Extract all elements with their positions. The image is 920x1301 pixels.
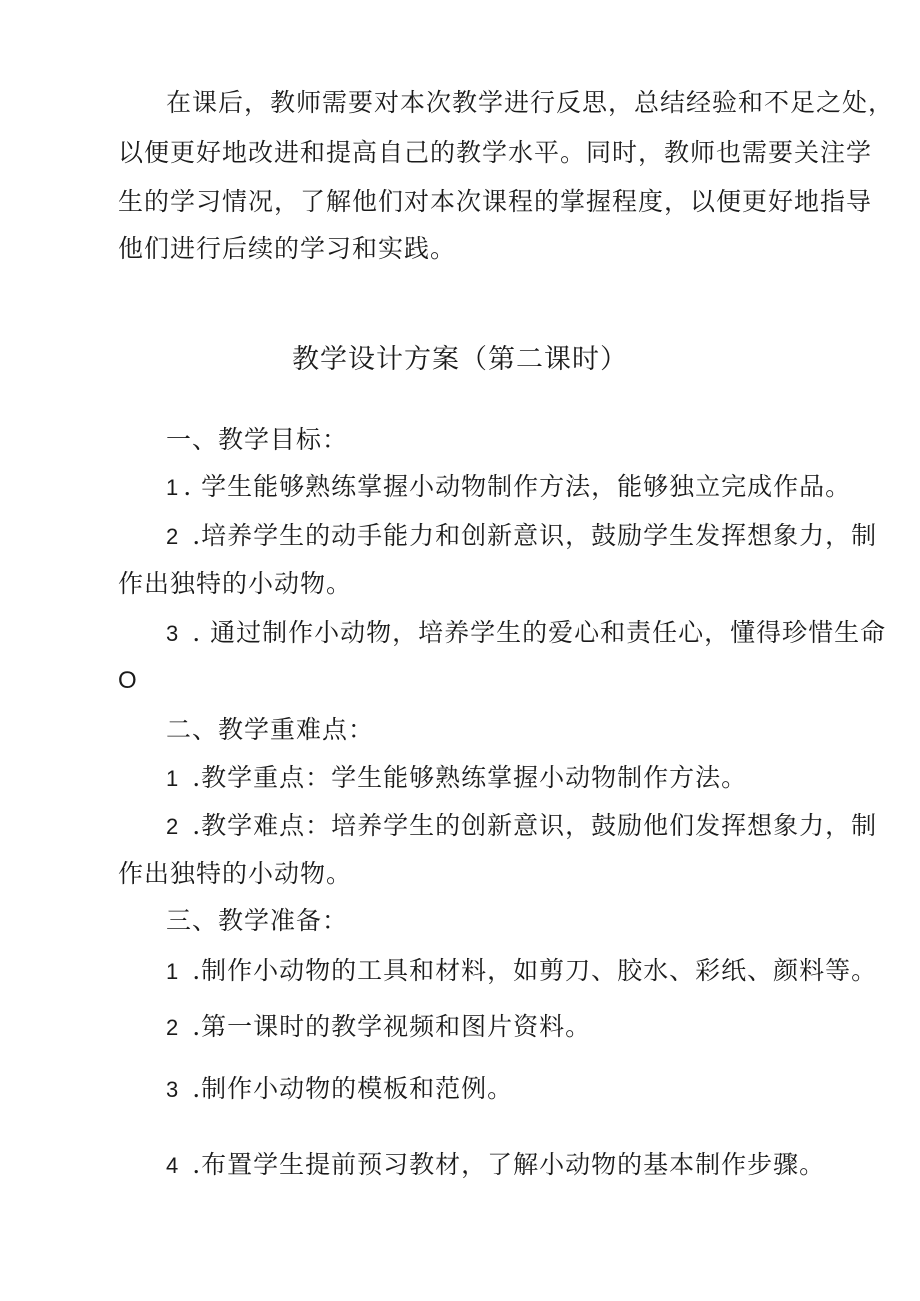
section1-heading: 一、教学目标： bbox=[166, 425, 349, 454]
prep-item-4-text: .布置学生提前预习教材，了解小动物的基本制作步骤。 bbox=[183, 1150, 826, 1179]
keypoint-item-2 bbox=[166, 811, 877, 842]
keypoint-item-2-text: .教学难点：培养学生的创新意识，鼓励他们发挥想象力，制 bbox=[183, 811, 878, 840]
intro-line-2: 以便更好地改进和提高自己的教学水平。同时，教师也需要关注学 bbox=[118, 138, 873, 167]
keypoint-item-1 bbox=[166, 763, 747, 794]
keypoint-item-1-number: 1 bbox=[166, 766, 180, 791]
intro-line-3: 生的学习情况，了解他们对本次课程的掌握程度，以便更好地指导 bbox=[118, 187, 873, 216]
intro-line-1: 在课后，教师需要对本次教学进行反思，总结经验和不足之处， bbox=[166, 88, 895, 117]
section3-heading: 三、教学准备： bbox=[166, 906, 349, 935]
keypoint-item-1-text: .教学重点：学生能够熟练掌握小动物制作方法。 bbox=[183, 763, 748, 792]
intro-line-4: 他们进行后续的学习和实践。 bbox=[118, 234, 457, 263]
keypoint-item-2-continuation: 作出独特的小动物。 bbox=[118, 859, 353, 888]
prep-item-4 bbox=[166, 1150, 825, 1181]
prep-item-3 bbox=[166, 1074, 513, 1105]
goal-item-3-continuation: O bbox=[118, 667, 138, 694]
goal-item-3-number: 3 bbox=[166, 621, 180, 646]
goal-item-2 bbox=[166, 521, 877, 552]
goal-item-3-text: . 通过制作小动物，培养学生的爱心和责任心，懂得珍惜生命 bbox=[183, 618, 887, 647]
prep-item-2-text: .第一课时的教学视频和图片资料。 bbox=[183, 1012, 592, 1041]
prep-item-3-number: 3 bbox=[166, 1077, 180, 1102]
section2-heading: 二、教学重难点： bbox=[166, 715, 375, 744]
goal-item-2-number: 2 bbox=[166, 524, 180, 549]
goal-item-1-number: 1 bbox=[166, 475, 180, 500]
prep-item-1 bbox=[166, 956, 877, 987]
prep-item-2-number: 2 bbox=[166, 1015, 180, 1040]
prep-item-3-text: .制作小动物的模板和范例。 bbox=[183, 1074, 514, 1103]
goal-item-1 bbox=[166, 472, 851, 503]
goal-item-2-continuation: 作出独特的小动物。 bbox=[118, 569, 353, 598]
goal-item-3 bbox=[166, 618, 886, 649]
prep-item-1-number: 1 bbox=[166, 959, 180, 984]
section-title: 教学设计方案（第二课时） bbox=[292, 344, 628, 375]
prep-item-4-number: 4 bbox=[166, 1153, 180, 1178]
prep-item-2 bbox=[166, 1012, 591, 1043]
goal-item-2-text: .培养学生的动手能力和创新意识，鼓励学生发挥想象力，制 bbox=[183, 521, 878, 550]
keypoint-item-2-number: 2 bbox=[166, 814, 180, 839]
prep-item-1-text: .制作小动物的工具和材料，如剪刀、胶水、彩纸、颜料等。 bbox=[183, 956, 878, 985]
goal-item-1-text: . 学生能够熟练掌握小动物制作方法，能够独立完成作品。 bbox=[183, 472, 852, 501]
